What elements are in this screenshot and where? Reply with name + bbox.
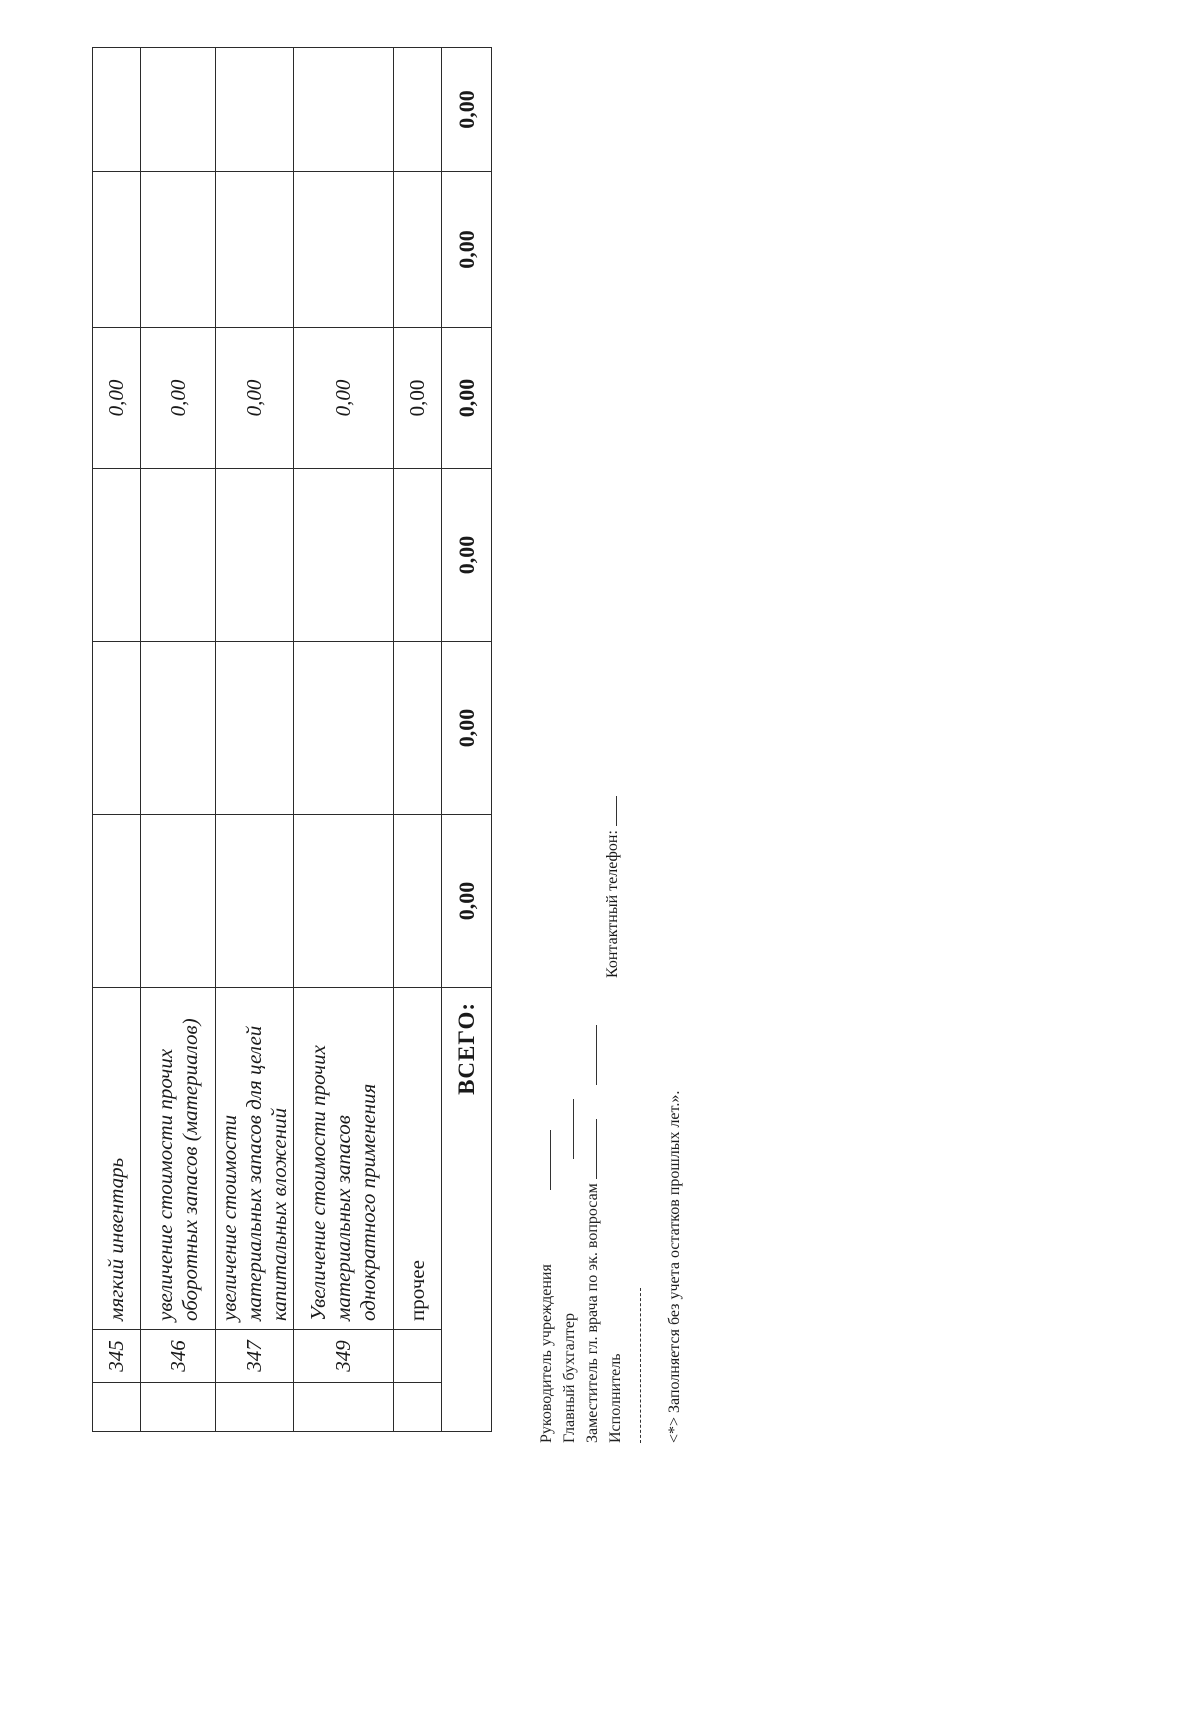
footnote: <*> Заполняется без учета остатков прошлых лет.». (666, 1090, 683, 1443)
row-code: 346 (141, 1330, 216, 1383)
signature-label: Заместитель гл. врача по эк. вопросам (584, 1183, 601, 1443)
total-value-2: 0,00 (442, 642, 492, 815)
table-row (141, 48, 216, 1432)
table-cell (93, 1383, 141, 1432)
value-text: 0,00 (242, 379, 266, 417)
row-value-5 (394, 172, 442, 328)
expense-table (92, 47, 492, 1432)
row-value-6 (93, 48, 141, 172)
value-text: 0,00 (165, 379, 190, 417)
row-value-4 (141, 328, 216, 469)
table-cell (141, 1383, 216, 1432)
separator-line (640, 1288, 641, 1443)
row-name: Увеличение стоимости прочих материальных запасов однократного применения (294, 988, 394, 1330)
value-text: 0,00 (331, 379, 355, 417)
row-value-1 (93, 815, 141, 988)
row-value-5 (294, 172, 394, 328)
row-value-2 (294, 642, 394, 815)
value-text: 0,00 (104, 379, 128, 417)
row-value-1 (141, 815, 216, 988)
signature-deputy (581, 1025, 604, 1443)
signature-label: Главный бухгалтер (561, 1313, 578, 1443)
row-name: прочее (394, 988, 442, 1330)
table-cell (216, 1383, 294, 1432)
contact-phone-line (616, 796, 617, 826)
table-cell (294, 1383, 394, 1432)
row-value-6 (394, 48, 442, 172)
total-row (442, 48, 492, 1432)
row-name: увеличение стоимости материальных запасов для целей капитальных вложений (216, 988, 294, 1330)
row-value-6 (141, 48, 216, 172)
total-value-1: 0,00 (442, 815, 492, 988)
row-value-2 (93, 642, 141, 815)
row-value-4 (216, 328, 294, 469)
row-value-4 (93, 328, 141, 469)
row-name: мягкий инвентарь (93, 988, 141, 1330)
row-value-1 (394, 815, 442, 988)
row-value-5 (93, 172, 141, 328)
row-code: 349 (294, 1330, 394, 1383)
row-value-4: 0,00 (394, 328, 442, 469)
total-label: ВСЕГО: (442, 988, 492, 1432)
row-value-3 (216, 469, 294, 642)
total-value-6: 0,00 (442, 48, 492, 172)
row-value-5 (141, 172, 216, 328)
table-row (216, 48, 294, 1432)
row-code (394, 1330, 442, 1383)
row-value-6 (294, 48, 394, 172)
signature-line (550, 1130, 551, 1190)
total-value-4: 0,00 (442, 328, 492, 469)
total-value-5: 0,00 (442, 172, 492, 328)
row-value-6 (216, 48, 294, 172)
signature-executor (604, 1025, 627, 1443)
table-row (294, 48, 394, 1432)
signature-label: Исполнитель (607, 1353, 624, 1443)
row-value-2 (141, 642, 216, 815)
table-row (394, 48, 442, 1432)
signature-line (596, 1025, 597, 1085)
total-value-3: 0,00 (442, 469, 492, 642)
row-value-3 (93, 469, 141, 642)
row-code: 347 (216, 1330, 294, 1383)
row-value-1 (294, 815, 394, 988)
signature-head (535, 1025, 558, 1443)
row-value-2 (216, 642, 294, 815)
table-row (93, 48, 141, 1432)
signature-line (573, 1099, 574, 1159)
signature-label: Руководитель учреждения (538, 1264, 555, 1443)
row-value-5 (216, 172, 294, 328)
contact-phone-label: Контактный телефон: (604, 830, 621, 978)
signature-block (535, 1025, 627, 1443)
row-name: увеличение стоимости прочих оборотных запасов (материалов) (141, 988, 216, 1330)
contact-phone (604, 796, 622, 978)
row-value-2 (394, 642, 442, 815)
row-value-3 (294, 469, 394, 642)
row-value-3 (394, 469, 442, 642)
table-cell (394, 1383, 442, 1432)
row-value-1 (216, 815, 294, 988)
signature-chief-accountant (558, 1025, 581, 1443)
signature-line (596, 1119, 597, 1179)
row-code: 345 (93, 1330, 141, 1383)
row-value-4 (294, 328, 394, 469)
row-value-3 (141, 469, 216, 642)
